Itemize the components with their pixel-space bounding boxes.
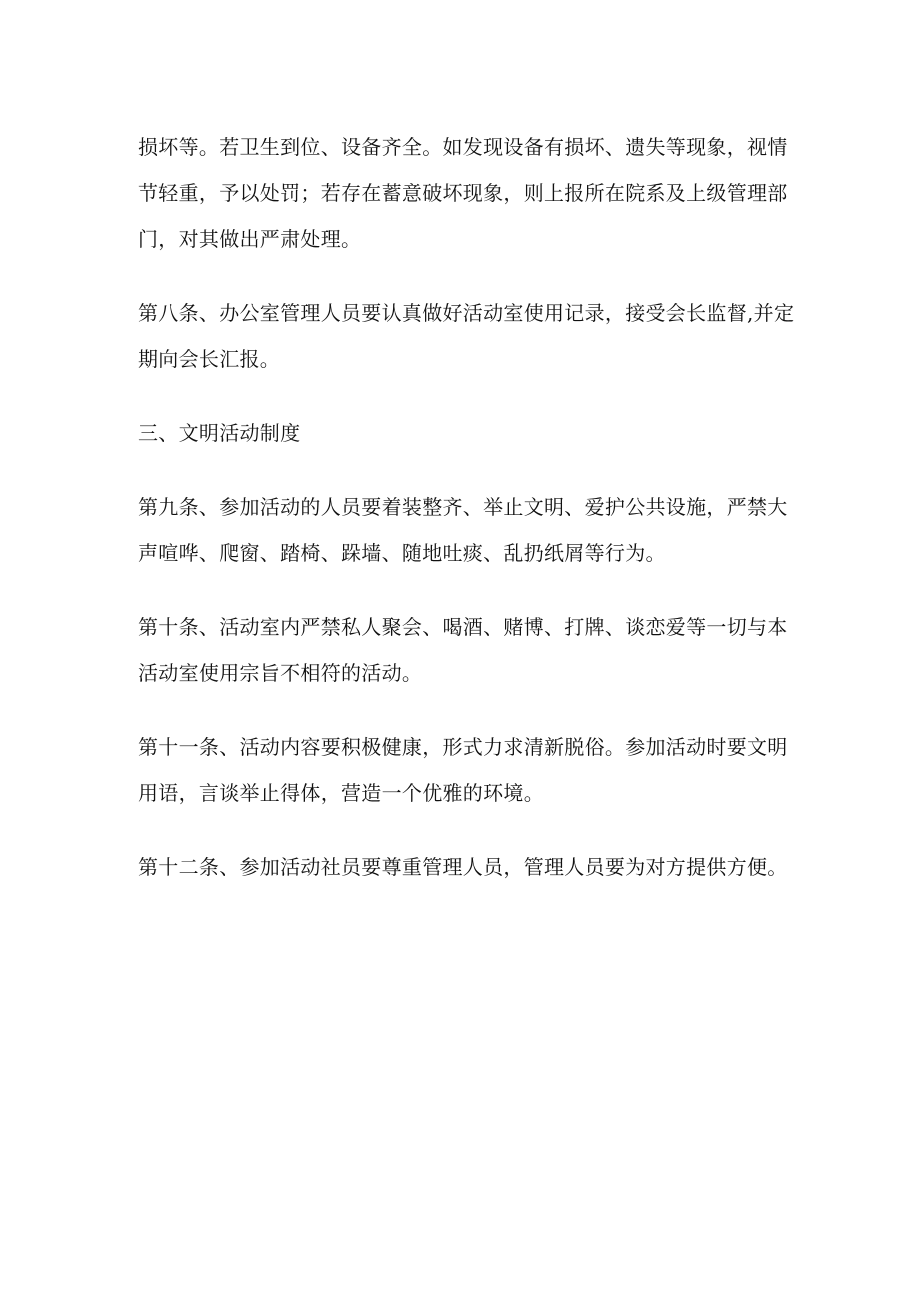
text-line: 用语，言谈举止得体，营造一个优雅的环境。 bbox=[138, 781, 544, 805]
text-line: 第九条、参加活动的人员要着装整齐、举止文明、爱护公共设施，严禁大 bbox=[138, 495, 788, 519]
section-heading-civilized-activity bbox=[138, 410, 788, 456]
text-line: 第十一条、活动内容要积极健康，形式力求清新脱俗。参加活动时要文明 bbox=[138, 735, 788, 759]
text-line: 第十条、活动室内严禁私人聚会、喝酒、赌博、打牌、谈恋爱等一切与本 bbox=[138, 615, 788, 639]
text-line: 第八条、办公室管理人员要认真做好活动室使用记录，接受会长监督,并定 bbox=[138, 301, 795, 325]
document-body bbox=[138, 124, 795, 918]
text-line: 节轻重，予以处罚；若存在蓄意破坏现象，则上报所在院系及上级管理部 bbox=[138, 181, 788, 205]
text-line: 损坏等。若卫生到位、设备齐全。如发现设备有损坏、遗失等现象，视情 bbox=[138, 135, 788, 159]
text-line: 三、文明活动制度 bbox=[138, 421, 301, 445]
paragraph-article-12 bbox=[138, 844, 788, 890]
text-line: 门，对其做出严肃处理。 bbox=[138, 227, 362, 251]
paragraph-article-10 bbox=[138, 604, 788, 696]
text-line: 活动室使用宗旨不相符的活动。 bbox=[138, 661, 423, 685]
paragraph-equipment-damage bbox=[138, 124, 788, 262]
text-line: 第十二条、参加活动社员要尊重管理人员，管理人员要为对方提供方便。 bbox=[138, 855, 788, 879]
text-line: 声喧哗、爬窗、踏椅、跺墙、随地吐痰、乱扔纸屑等行为。 bbox=[138, 541, 666, 565]
paragraph-article-8 bbox=[138, 290, 795, 382]
paragraph-article-11 bbox=[138, 724, 788, 816]
paragraph-article-9 bbox=[138, 484, 788, 576]
text-line: 期向会长汇报。 bbox=[138, 347, 281, 371]
